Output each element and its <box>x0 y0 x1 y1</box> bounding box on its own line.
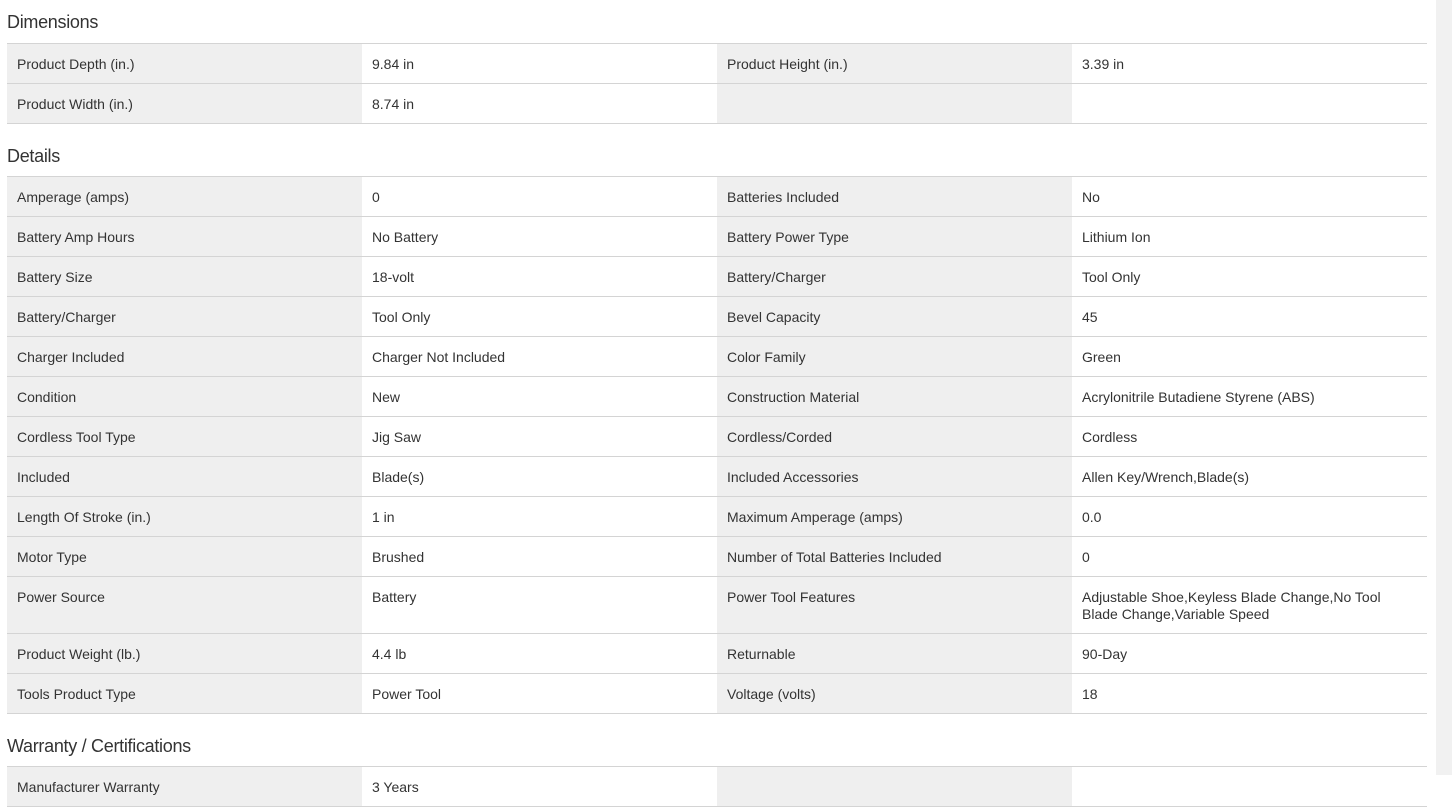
spec-value: 0.0 <box>1072 497 1427 536</box>
spec-label: Maximum Amperage (amps) <box>717 497 1072 536</box>
spec-value: Brushed <box>362 537 717 576</box>
spec-value: Tool Only <box>1072 257 1427 296</box>
spec-value: 90-Day <box>1072 634 1427 673</box>
spec-row <box>7 577 1427 634</box>
spec-value: Blade(s) <box>362 457 717 496</box>
spec-row <box>7 377 1427 417</box>
spec-label: Product Width (in.) <box>7 84 362 123</box>
spec-value: 3 Years <box>362 767 717 806</box>
spec-row <box>7 257 1427 297</box>
spec-label: Bevel Capacity <box>717 297 1072 336</box>
spec-label: Motor Type <box>7 537 362 576</box>
spec-label: Battery Power Type <box>717 217 1072 256</box>
spec-row <box>7 177 1427 217</box>
spec-row <box>7 297 1427 337</box>
spec-value: New <box>362 377 717 416</box>
spec-row <box>7 417 1427 457</box>
spec-value: 0 <box>1072 537 1427 576</box>
spec-value: 8.74 in <box>362 84 717 123</box>
spec-row <box>7 634 1427 674</box>
spec-value <box>1072 84 1427 123</box>
spec-value: 18-volt <box>362 257 717 296</box>
spec-label: Included Accessories <box>717 457 1072 496</box>
spec-value: 4.4 lb <box>362 634 717 673</box>
spec-value: Adjustable Shoe,Keyless Blade Change,No Tool Blade Change,Variable Speed <box>1072 577 1427 633</box>
spec-label: Battery/Charger <box>7 297 362 336</box>
spec-row <box>7 674 1427 714</box>
spec-value: Allen Key/Wrench,Blade(s) <box>1072 457 1427 496</box>
spec-label: Cordless/Corded <box>717 417 1072 456</box>
spec-label: Included <box>7 457 362 496</box>
spec-label: Length Of Stroke (in.) <box>7 497 362 536</box>
spec-value: 0 <box>362 177 717 216</box>
section-title: Details <box>7 138 1427 177</box>
spec-label <box>717 767 1072 806</box>
page-scrollbar[interactable] <box>1436 0 1452 775</box>
specifications-content <box>7 0 1427 807</box>
spec-value: Green <box>1072 337 1427 376</box>
section-warranty <box>7 728 1427 807</box>
spec-value: Jig Saw <box>362 417 717 456</box>
section-title: Dimensions <box>7 0 1427 44</box>
spec-row <box>7 537 1427 577</box>
spec-value: 45 <box>1072 297 1427 336</box>
spec-value: Acrylonitrile Butadiene Styrene (ABS) <box>1072 377 1427 416</box>
spec-label: Voltage (volts) <box>717 674 1072 713</box>
spec-value: Cordless <box>1072 417 1427 456</box>
spec-label: Cordless Tool Type <box>7 417 362 456</box>
spec-label: Charger Included <box>7 337 362 376</box>
section-details <box>7 138 1427 714</box>
spec-row <box>7 767 1427 807</box>
spec-label: Construction Material <box>717 377 1072 416</box>
spec-label: Battery Size <box>7 257 362 296</box>
spec-value <box>1072 767 1427 806</box>
spec-value: 18 <box>1072 674 1427 713</box>
spec-label: Amperage (amps) <box>7 177 362 216</box>
spec-label: Number of Total Batteries Included <box>717 537 1072 576</box>
spec-value: No <box>1072 177 1427 216</box>
spec-label: Battery/Charger <box>717 257 1072 296</box>
spec-value: Charger Not Included <box>362 337 717 376</box>
spec-value: Tool Only <box>362 297 717 336</box>
spec-row <box>7 497 1427 537</box>
spec-label: Tools Product Type <box>7 674 362 713</box>
spec-value: 3.39 in <box>1072 44 1427 83</box>
spec-row <box>7 44 1427 84</box>
spec-value: Lithium Ion <box>1072 217 1427 256</box>
section-dimensions <box>7 0 1427 124</box>
section-title: Warranty / Certifications <box>7 728 1427 767</box>
spec-label: Product Weight (lb.) <box>7 634 362 673</box>
spec-label: Power Tool Features <box>717 577 1072 633</box>
spec-label: Condition <box>7 377 362 416</box>
spec-value: 9.84 in <box>362 44 717 83</box>
spec-value: No Battery <box>362 217 717 256</box>
spec-label: Product Depth (in.) <box>7 44 362 83</box>
spec-label: Color Family <box>717 337 1072 376</box>
spec-row <box>7 337 1427 377</box>
spec-label: Manufacturer Warranty <box>7 767 362 806</box>
spec-label: Batteries Included <box>717 177 1072 216</box>
spec-row <box>7 84 1427 124</box>
spec-label: Returnable <box>717 634 1072 673</box>
spec-label: Product Height (in.) <box>717 44 1072 83</box>
spec-label <box>717 84 1072 123</box>
spec-label: Battery Amp Hours <box>7 217 362 256</box>
spec-row <box>7 457 1427 497</box>
spec-value: Battery <box>362 577 717 633</box>
spec-label: Power Source <box>7 577 362 633</box>
spec-value: 1 in <box>362 497 717 536</box>
spec-value: Power Tool <box>362 674 717 713</box>
spec-row <box>7 217 1427 257</box>
